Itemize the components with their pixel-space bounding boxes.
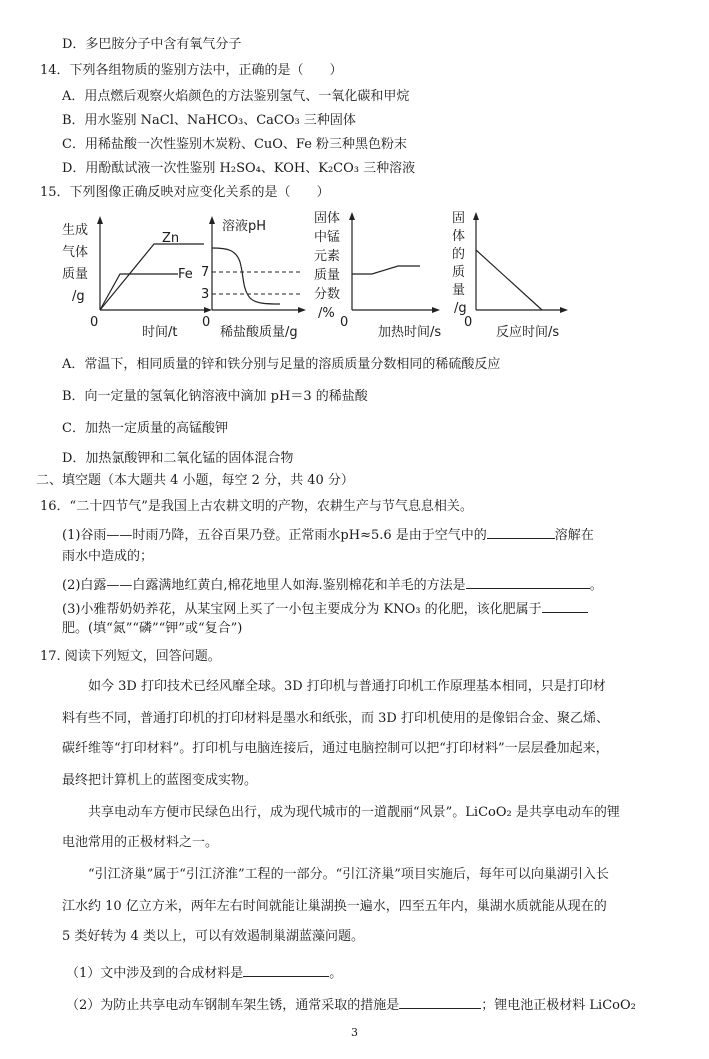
graph-c-origin: 0 [340,315,349,330]
q14-option-a: A．用点燃后观察火焰颜色的方法鉴别氢气、一氧化碳和甲烷 [62,89,410,104]
q16-part1-suffix: 溶解在 [554,528,594,543]
graph-b-x-arrow [298,307,306,313]
q15-option-c: C．加热一定质量的高锰酸钾 [62,421,228,436]
q17-para1-line3: 碳纤维等“打印材料”。打印机与电脑连接后，通过电脑控制可以把“打印材料”一层层叠加起来， [62,741,609,756]
q17-blank2[interactable] [399,994,481,1009]
q17-para2-line1: 共享电动车方便市民绿色出行，成为现代城市的一道靓丽“风景”。LiCoO₂ 是共享电动车的锂 [88,805,620,820]
q17-sub2 [66,994,636,1015]
graph-d-x-arrow [560,307,568,313]
graph-c-curve [352,266,420,274]
q15-option-a: A．常温下，相同质量的锌和铁分别与足量的溶质质量分数相同的稀硫酸反应 [62,357,501,372]
graph-a-fe-curve [100,274,178,310]
q17-blank1[interactable] [243,962,329,977]
q16-part2-text: (2)白露——白露满地红黄白,棉花地里人如海.鉴别棉花和羊毛的方法是 [62,578,466,593]
graph-d-origin: 0 [464,315,473,330]
q17-para2-line2: 电池常用的正极材料之一。 [62,835,219,850]
graph-d-ylabel-3: 的 [452,247,466,262]
graph-a-fe-label: Fe [178,267,193,282]
graph-d-ylabel-5: 量 [452,283,466,298]
graph-d-xlabel: 反应时间/s [496,325,560,340]
graph-b-origin: 0 [202,315,211,330]
q17-sub1 [66,962,342,983]
q17-sub1-suffix: 。 [329,966,343,981]
q16-part1-text: (1)谷雨——时雨乃降，五谷百果乃登。正常雨水pH≈5.6 是由于空气中的 [62,528,487,543]
q17-para1-line1: 如今 3D 打印技术已经风靡全球。3D 打印机与普通打印机工作原理基本相同，只是打印材 [88,679,606,694]
graph-c-ylabel-3: 元素 [314,249,341,264]
q16-blank1[interactable] [487,524,555,539]
graph-b-y-arrow [209,216,215,224]
graph-b-ph-curve [212,248,280,304]
q14-stem: 14．下列各组物质的鉴别方法中，正确的是（ ） [40,63,343,78]
graph-d-ylabel-2: 体 [452,229,466,244]
graph-a-ylabel-3: 质量 [62,267,89,282]
q16-part3-text: (3)小雅帮奶奶养花，从某宝网上买了一小包主要成分为 KNO₃ 的化肥，该化肥属于 [62,602,542,617]
q15-option-d: D．加热氯酸钾和二氧化锰的固体混合物 [62,451,294,466]
graph-c-ylabel-2: 中锰 [314,230,341,245]
page-number: 3 [351,1026,358,1039]
graph-a-ylabel-2: 气体 [62,245,89,260]
section2-heading: 二、填空题（本大题共 4 小题，每空 2 分，共 40 分） [36,473,354,488]
graph-c-x-arrow [432,307,440,313]
q16-part3 [62,598,588,619]
q17-sub2-suffix: ；锂电池正极材料 LiCoO₂ [481,998,636,1013]
graph-a-xlabel: 时间/t [142,325,178,340]
graph-b-xlabel: 稀盐酸质量/g [220,325,298,340]
q17-para1-line2: 料有些不同，普通打印机的打印材料是墨水和纸张，而 3D 打印机使用的是像铝合金、聚乙烯、 [62,711,609,726]
graph-a-ylabel-1: 生成 [62,223,89,238]
q16-part1-cont: 雨水中造成的； [62,549,154,564]
q16-part2-suffix: 。 [589,578,603,593]
graph-b-tick-3: 3 [201,287,210,302]
q17-sub2-text: （2）为防止共享电动车钢制车架生锈，通常采取的措施是 [66,998,400,1013]
q16-blank2[interactable] [466,574,590,589]
graph-d-y-arrow [473,212,479,220]
graph-c-ylabel-5: 分数 [314,287,341,302]
graph-d-ylabel-4: 质 [452,265,466,280]
q17-sub1-text: （1）文中涉及到的合成材料是 [66,966,244,981]
q16-part2 [62,574,603,595]
q14-option-d: D．用酚酞试液一次性鉴别 H₂SO₄、KOH、K₂CO₃ 三种溶液 [62,161,416,176]
graph-d-curve [476,250,542,310]
graph-c-ylabel-6: /% [318,306,335,321]
graph-a-origin: 0 [90,315,99,330]
q16-part3-cont: 肥。(填“氮”“磷”“钾”或“复合”) [62,621,243,636]
graph-b-ylabel: 溶液pH [222,219,267,234]
q16-part1 [62,524,594,545]
q17-para1-line4: 最终把计算机上的蓝图变成实物。 [62,773,258,788]
graph-c [310,206,440,342]
q15-stem: 15．下列图像正确反映对应变化关系的是（ ） [40,185,330,200]
graph-c-ylabel-4: 质量 [314,268,341,283]
graph-c-y-arrow [349,212,355,220]
graph-a-zn-label: Zn [162,231,180,246]
graph-a [58,212,211,342]
q15-option-b: B．向一定量的氢氧化钠溶液中滴加 pH＝3 的稀盐酸 [62,389,368,404]
graph-a-y-arrow [97,216,103,224]
q17-para3-line1: “引江济巢”属于“引江济淮”工程的一部分。“引江济巢”项目实施后，每年可以向巢湖引入长 [88,867,609,882]
graph-c-ylabel-1: 固体 [314,211,341,226]
q16-blank3[interactable] [542,598,588,613]
graph-d-ylabel-6: /g [454,301,467,316]
graph-d [446,206,576,342]
graph-a-ylabel-4: /g [72,289,85,304]
q13-option-d: D．多巴胺分子中含有氧气分子 [62,37,242,52]
q17-para3-line3: 5 类好转为 4 类以上，可以有效遏制巢湖蓝藻问题。 [62,929,364,944]
graph-b-tick-7: 7 [201,265,210,280]
graph-d-ylabel-1: 固 [452,211,466,226]
q17-stem: 17. 阅读下列短文，回答问题。 [40,649,221,664]
q17-para3-line2: 江水约 10 亿立方米，两年左右时间就能让巢湖换一遍水，四至五年内，巢湖水质就能从现在的 [62,899,607,914]
q14-option-b: B．用水鉴别 NaCl、NaHCO₃、CaCO₃ 三种固体 [62,113,356,128]
q14-option-c: C．用稀盐酸一次性鉴别木炭粉、CuO、Fe 粉三种黑色粉末 [62,137,408,152]
graph-c-xlabel: 加热时间/s [378,325,442,340]
graph-b [198,212,308,342]
q16-stem: 16．“二十四节气”是我国上古农耕文明的产物，农耕生产与节气息息相关。 [40,499,473,514]
